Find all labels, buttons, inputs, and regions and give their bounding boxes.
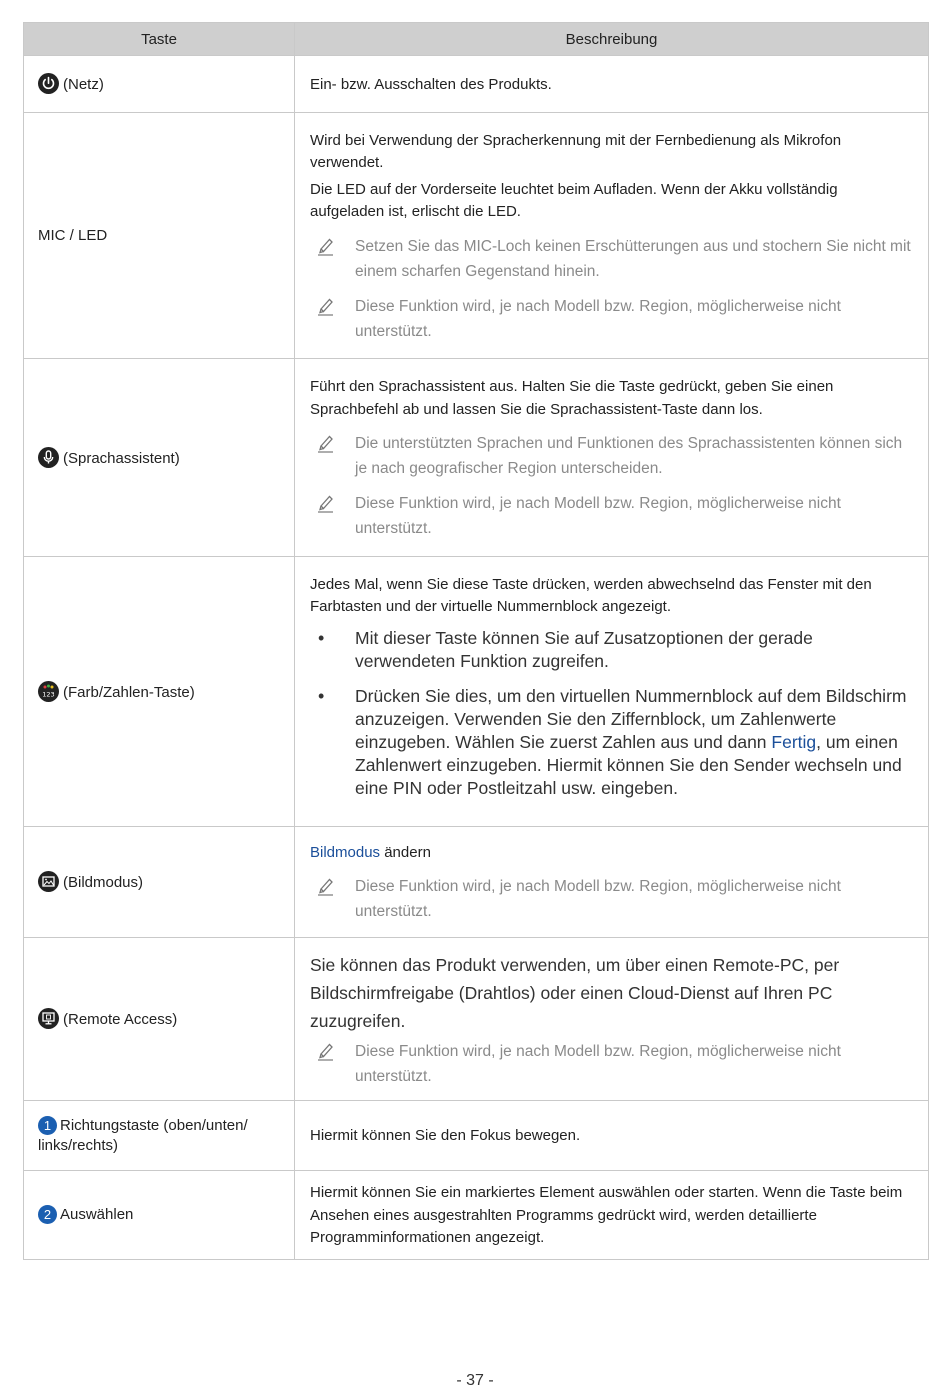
microphone-icon [38,447,59,468]
color-number-icon [38,681,59,702]
note [310,431,914,481]
description-text: Führt den Sprachassistent aus. Halten Sie die Taste gedrückt, geben Sie einen Sprachbefehl ab und lassen Sie die Sprachassistent-Taste dann los. [310,378,834,418]
key-color-number [24,557,295,827]
table-header-row [24,23,929,56]
note-text: Diese Funktion wird, je nach Modell bzw. Region, möglicherweise nicht unterstützt. [355,297,841,340]
list-item: • Mit dieser Taste können Sie auf Zusatzoptionen der gerade verwendeten Funktion zugreifen. [310,627,914,673]
bullet-list [310,627,914,800]
desc-voice-assistant [295,359,929,557]
list-item-text: Drücken Sie dies, um den virtuellen Nummernblock auf dem Bildschirm anzuzeigen. Verwenden Sie den Ziffernblock, um Zahlenwerte einzugeben. Wählen Sie zuerst Zahlen aus und dann [355,685,907,752]
pencil-note-icon [317,433,335,461]
header-key: Taste [24,23,295,56]
pencil-note-icon [317,876,335,904]
list-item [310,685,914,800]
key-mic-led [24,113,295,359]
desc-picture-mode [295,827,929,938]
description-text: Hiermit können Sie den Fokus bewegen. [310,1127,581,1145]
description-text: Jedes Mal, wenn Sie diese Taste drücken, werden abwechselnd das Fenster mit den Farbtasten und der virtuelle Nummernblock angezeigt. [310,575,872,615]
picture-mode-icon [38,871,59,892]
key-label: Auswählen [60,1206,134,1223]
table-row [24,1171,929,1260]
description-text: Ein- bzw. Ausschalten des Produkts. [310,75,552,93]
table-row [24,827,929,938]
description-text [310,842,914,865]
description-text: Sie können das Produkt verwenden, um über einen Remote-PC, per Bildschirmfreigabe (Drahtlos) oder einen Cloud-Dienst auf Ihren PC zuzugreifen. [310,955,840,1031]
desc-direction [295,1101,929,1171]
pencil-note-icon [317,493,335,521]
note [310,491,914,541]
icon-number-text: 123 [42,690,55,698]
fertig-link[interactable]: Fertig [771,731,817,752]
key-label: (Bildmodus) [63,874,144,891]
description-text: Wird bei Verwendung der Spracherkennung mit der Fernbedienung als Mikrofon verwendet. [310,131,842,171]
note [310,1039,914,1089]
page-number: - 37 - [456,1372,494,1389]
key-voice-assistant [24,359,295,557]
key-picture-mode [24,827,295,938]
key-description-table [23,22,929,1260]
number-badge: 2 [38,1205,57,1224]
note-text: Diese Funktion wird, je nach Modell bzw. Region, möglicherweise nicht unterstützt. [355,495,841,537]
key-remote-access [24,938,295,1101]
key-label: (Remote Access) [63,1011,178,1028]
key-label: (Sprachassistent) [63,449,180,467]
number-badge: 1 [38,1116,57,1135]
key-label: (Farb/Zahlen-Taste) [63,683,195,701]
desc-remote-access [295,938,929,1101]
list-item-text: , um einen Zahlenwert einzugeben. Hiermit können Sie den Sender wechseln und eine PIN oder Postleitzahl usw. eingeben. [355,731,902,798]
pencil-note-icon [317,296,335,324]
key-label: MIC / LED [38,226,108,244]
table-row [24,557,929,827]
header-description: Beschreibung [295,23,929,56]
power-icon [38,73,59,94]
key-label: (Netz) [63,76,104,93]
pencil-note-icon [317,1041,335,1069]
key-select [24,1171,295,1260]
desc-select [295,1171,929,1260]
desc-color-number [295,557,929,827]
note-text: Diese Funktion wird, je nach Modell bzw. Region, möglicherweise nicht unterstützt. [355,878,841,921]
description-text: Die LED auf der Vorderseite leuchtet beim Aufladen. Wenn der Akku vollständig aufgeladen ist, erlischt die LED. [310,180,838,220]
note-text: Die unterstützten Sprachen und Funktionen des Sprachassistenten können sich je nach geografischer Region unterscheiden. [355,435,903,477]
desc-mic-led [295,113,929,359]
remote-access-icon [38,1008,59,1029]
note [310,294,914,344]
table-row [24,359,929,557]
bildmodus-link[interactable]: Bildmodus [310,843,381,861]
key-power [24,56,295,113]
table-row [24,113,929,359]
pencil-note-icon [317,236,335,264]
key-label: Richtungstaste (oben/unten/ links/rechts) [38,1116,248,1154]
table-row [24,1101,929,1171]
table-row [24,938,929,1101]
key-direction [24,1101,295,1171]
note [310,234,914,284]
note [310,874,914,924]
table-row [24,56,929,113]
desc-power [295,56,929,113]
description-text-rest: ändern [380,843,431,861]
note-text: Setzen Sie das MIC-Loch keinen Erschütterungen aus und stochern Sie nicht mit einem scharfen Gegenstand hinein. [355,237,911,280]
note-text: Diese Funktion wird, je nach Modell bzw. Region, möglicherweise nicht unterstützt. [355,1043,841,1085]
description-text: Hiermit können Sie ein markiertes Element auswählen oder starten. Wenn die Taste beim Ansehen eines ausgestrahlten Programms gedrückt wird, werden detaillierte Programminformationen angezeigt. [310,1184,903,1247]
